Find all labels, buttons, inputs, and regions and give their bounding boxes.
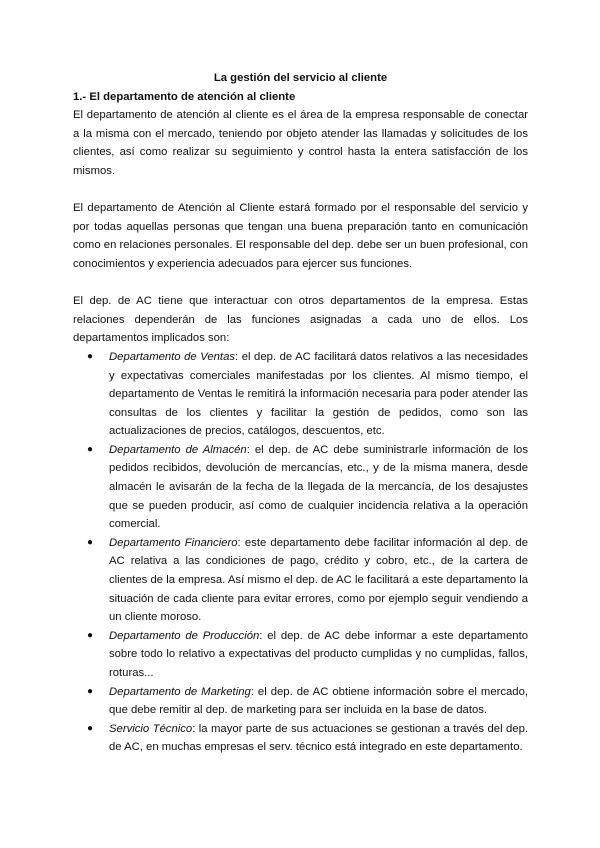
department-description: : la mayor parte de sus actuaciones se gestionan a través del dep. de AC, en muchas empresas el serv. técnico está integrado en este departamento. xyxy=(109,722,529,754)
section-heading: 1.- El departamento de atención al cliente xyxy=(73,90,296,103)
department-description: : el dep. de AC facilitará datos relativos a las necesidades y expectativas comerciales manifestadas por los clientes. Al mismo tiempo, el departamento de Ventas le remitirá la información necesaria para poder atender las consultas de los clientes y facilitar la gestión de pedidos, como son las actualizaciones de precios, catálogos, descuentos, etc. xyxy=(109,350,528,438)
department-description: : el dep. de AC obtiene información sobre el mercado, que debe remitir al dep. de marketing para ser incluida en la base de datos. xyxy=(109,685,529,717)
department-description: : el dep. de AC debe suministrarle información de los pedidos recibidos, devolución de mercancías, etc., y de la misma manera, desde almacén le avisarán de la fecha de la llegada de la mercancía, de los desajustes que se pueden producir, así como de cualquier incidencia relativa a la operación comercial. xyxy=(109,443,528,531)
document-body xyxy=(73,69,528,757)
department-name: Departamento de Marketing xyxy=(109,685,251,698)
department-name: Servicio Técnico xyxy=(109,722,193,735)
list-item-marketing xyxy=(73,683,528,720)
bullet-icon: ● xyxy=(87,722,94,734)
bullet-icon: ● xyxy=(87,350,94,362)
department-description: : el dep. de AC debe informar a este departamento sobre todo lo relativo a expectativas del producto cumplidas y no cumplidas, fallos, roturas... xyxy=(109,629,528,679)
paragraph-composition: El departamento de Atención al Cliente estará formado por el responsable del servicio y por todas aquellas personas que tengan una buena preparación tanto en comunicación como en relaciones personales. El responsable del dep. debe ser un buen profesional, con conocimientos y experiencia adecuados para ejercer sus funciones. xyxy=(73,202,528,270)
document-title: La gestión del servicio al cliente xyxy=(213,72,388,84)
paragraph-spacer xyxy=(73,181,528,200)
bullet-icon: ● xyxy=(87,443,94,455)
department-name: Departamento de Almacén xyxy=(109,443,247,456)
departments-list xyxy=(73,348,528,757)
bullet-icon: ● xyxy=(87,629,94,641)
list-item-financiero xyxy=(73,534,528,627)
department-description: : este departamento debe facilitar información al dep. de AC relativa a las condiciones de pago, crédito y cobro, etc., de la cartera de clientes de la empresa. Así mismo el dep. de AC le facilitará a este departamento la situación de cada cliente para evitar errores, como por ejemplo seguir vendiendo a un cliente moroso. xyxy=(109,536,528,624)
list-item-almacen xyxy=(73,441,528,534)
paragraph-spacer xyxy=(73,274,528,293)
paragraph-relations: El dep. de AC tiene que interactuar con otros departamentos de la empresa. Estas relaciones dependerán de las funciones asignadas a cada uno de ellos. Los departamentos implicados son: xyxy=(73,295,528,345)
department-name: Departamento Financiero xyxy=(109,536,238,549)
paragraph-definition: El departamento de atención al cliente es el área de la empresa responsable de conectar a la misma con el mercado, teniendo por objeto atender las llamadas y solicitudes de los clientes, así como realizar su seguimiento y control hasta la entera satisfacción de los mismos. xyxy=(73,109,528,177)
bullet-icon: ● xyxy=(87,685,94,697)
department-name: Departamento de Producción xyxy=(109,629,260,642)
list-item-produccion xyxy=(73,627,528,683)
department-name: Departamento de Ventas xyxy=(109,350,236,363)
list-item-ventas xyxy=(73,348,528,441)
bullet-icon: ● xyxy=(87,536,94,548)
list-item-servicio-tecnico xyxy=(73,720,528,757)
